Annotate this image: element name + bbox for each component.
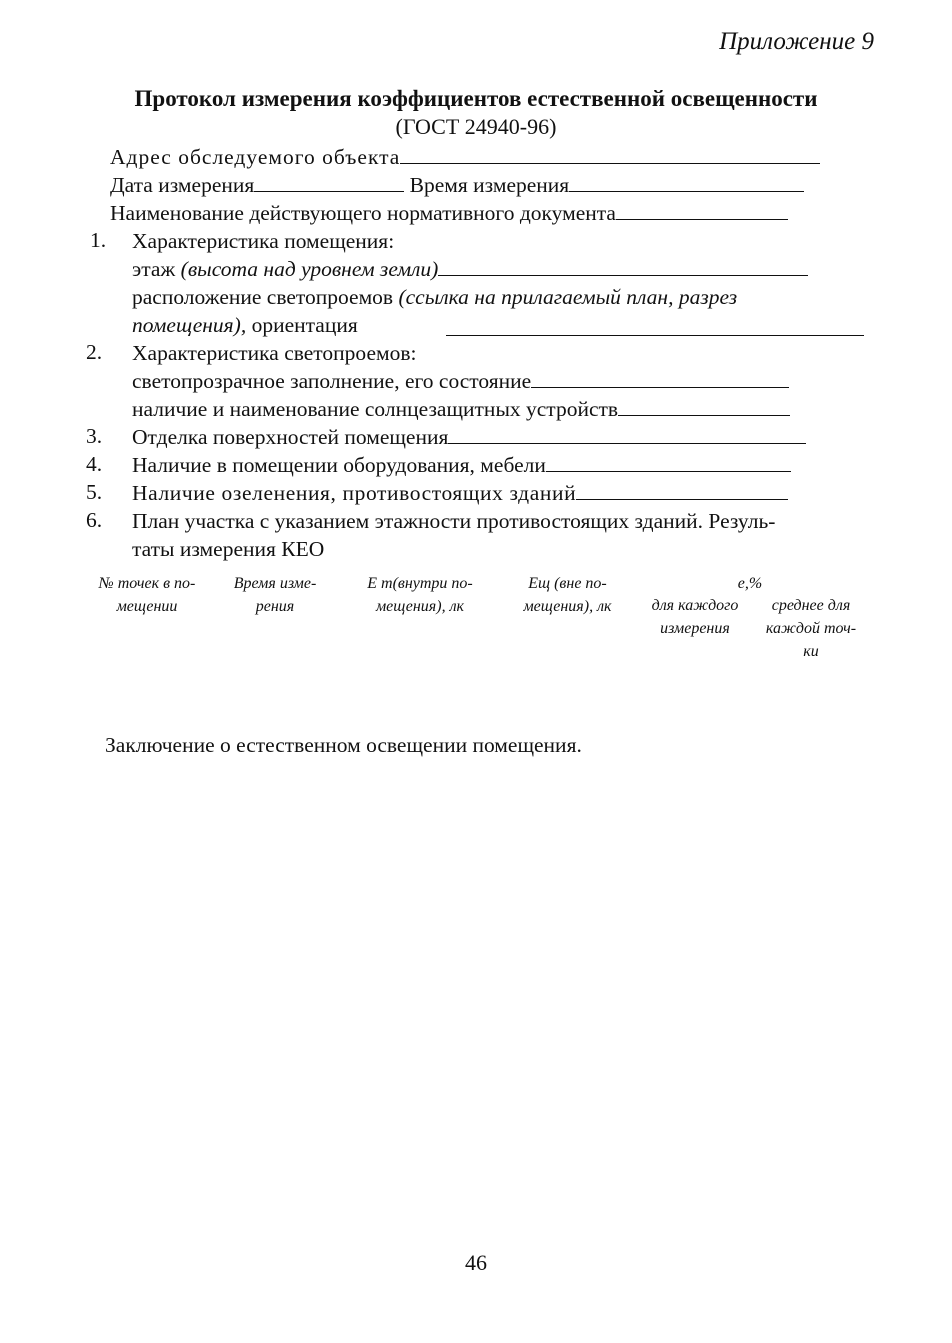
header-each-line-1: для каждого xyxy=(651,597,739,614)
openings-row xyxy=(132,283,737,311)
equipment-field[interactable] xyxy=(546,451,791,472)
section-5-number: 5. xyxy=(86,480,103,504)
glazing-field[interactable] xyxy=(531,367,789,388)
address-label: Адрес обследуемого объекта xyxy=(110,145,401,169)
norm-doc-field[interactable] xyxy=(616,199,788,220)
section-6-line-1: План участка с указанием этажности противостоящих зданий. Резуль- xyxy=(132,509,776,533)
floor-label: этаж xyxy=(132,257,176,281)
section-1-title: Характеристика помещения: xyxy=(132,229,395,253)
section-6-number: 6. xyxy=(86,508,103,532)
date-label: Дата измерения xyxy=(110,173,255,197)
conclusion-text: Заключение о естественном освещении помещения. xyxy=(105,733,582,757)
section-6-line-2: таты измерения КЕО xyxy=(132,537,325,561)
header-time-line-1: Время изме- xyxy=(233,575,317,592)
date-time-row xyxy=(110,171,804,199)
address-row xyxy=(110,143,820,171)
openings-hint-1: (ссылка на прилагаемый план, разрез xyxy=(398,285,738,309)
header-points-line-2: мещении xyxy=(116,598,178,615)
table-header-e-percent: е,% xyxy=(737,575,763,592)
equipment-row xyxy=(132,451,791,479)
section-2-title: Характеристика светопроемов: xyxy=(132,341,417,365)
norm-doc-label: Наименование действующего нормативного документа xyxy=(110,201,616,225)
table-header-each-measurement xyxy=(640,594,750,640)
date-field[interactable] xyxy=(254,171,404,192)
section-4-number: 4. xyxy=(86,452,103,476)
orientation-label: ориентация xyxy=(251,313,358,337)
greenery-row xyxy=(132,479,788,507)
section-2-number: 2. xyxy=(86,340,103,364)
orientation-field[interactable] xyxy=(446,315,864,336)
header-e-inside-line-2: мещения), лк xyxy=(375,598,465,615)
appendix-label: Приложение 9 xyxy=(719,28,874,55)
header-average-line-3: ки xyxy=(803,643,819,660)
time-label: Время измерения xyxy=(409,173,570,197)
equipment-label: Наличие в помещении оборудования, мебели xyxy=(132,453,546,477)
sunshade-field[interactable] xyxy=(618,395,790,416)
finishing-row xyxy=(132,423,806,451)
document-subtitle: (ГОСТ 24940-96) xyxy=(395,114,557,139)
table-header-e-outside xyxy=(500,572,635,618)
header-average-line-2: каждой точ- xyxy=(765,620,857,637)
header-each-line-2: измерения xyxy=(660,620,730,637)
address-field[interactable] xyxy=(400,143,820,164)
floor-field[interactable] xyxy=(438,255,808,276)
table-header-average xyxy=(755,594,867,663)
greenery-label: Наличие озеленения, противостоящих зданий xyxy=(132,481,577,505)
openings-label: расположение светопроемов xyxy=(132,285,394,309)
sunshade-label: наличие и наименование солнцезащитных устройств xyxy=(132,397,619,421)
page-number: 46 xyxy=(465,1250,487,1275)
greenery-field[interactable] xyxy=(576,479,788,500)
header-time-line-2: рения xyxy=(255,598,295,615)
header-average-line-1: среднее для xyxy=(771,597,851,614)
header-e-outside-line-1: Ещ (вне по- xyxy=(528,575,607,592)
glazing-label: светопрозрачное заполнение, его состояние xyxy=(132,369,532,393)
header-points-line-1: № точек в по- xyxy=(98,575,196,592)
sunshade-row xyxy=(132,395,790,423)
document-title: Протокол измерения коэффициентов естественной освещенности xyxy=(134,86,818,111)
table-header-e-inside xyxy=(350,572,490,618)
table-header-time xyxy=(215,572,335,618)
section-3-number: 3. xyxy=(86,424,103,448)
floor-row xyxy=(132,255,808,283)
header-e-outside-line-2: мещения), лк xyxy=(523,598,612,615)
openings-hint-2: помещения), xyxy=(132,313,247,337)
section-1-number: 1. xyxy=(90,228,107,252)
header-e-inside-line-1: Е т(внутри по- xyxy=(367,575,473,592)
finishing-field[interactable] xyxy=(448,423,806,444)
norm-doc-row xyxy=(110,199,788,227)
floor-hint: (высота над уровнем земли) xyxy=(180,257,439,281)
time-field[interactable] xyxy=(569,171,804,192)
glazing-row xyxy=(132,367,789,395)
orientation-row xyxy=(132,311,358,339)
table-header-points xyxy=(82,572,212,618)
finishing-label: Отделка поверхностей помещения xyxy=(132,425,449,449)
